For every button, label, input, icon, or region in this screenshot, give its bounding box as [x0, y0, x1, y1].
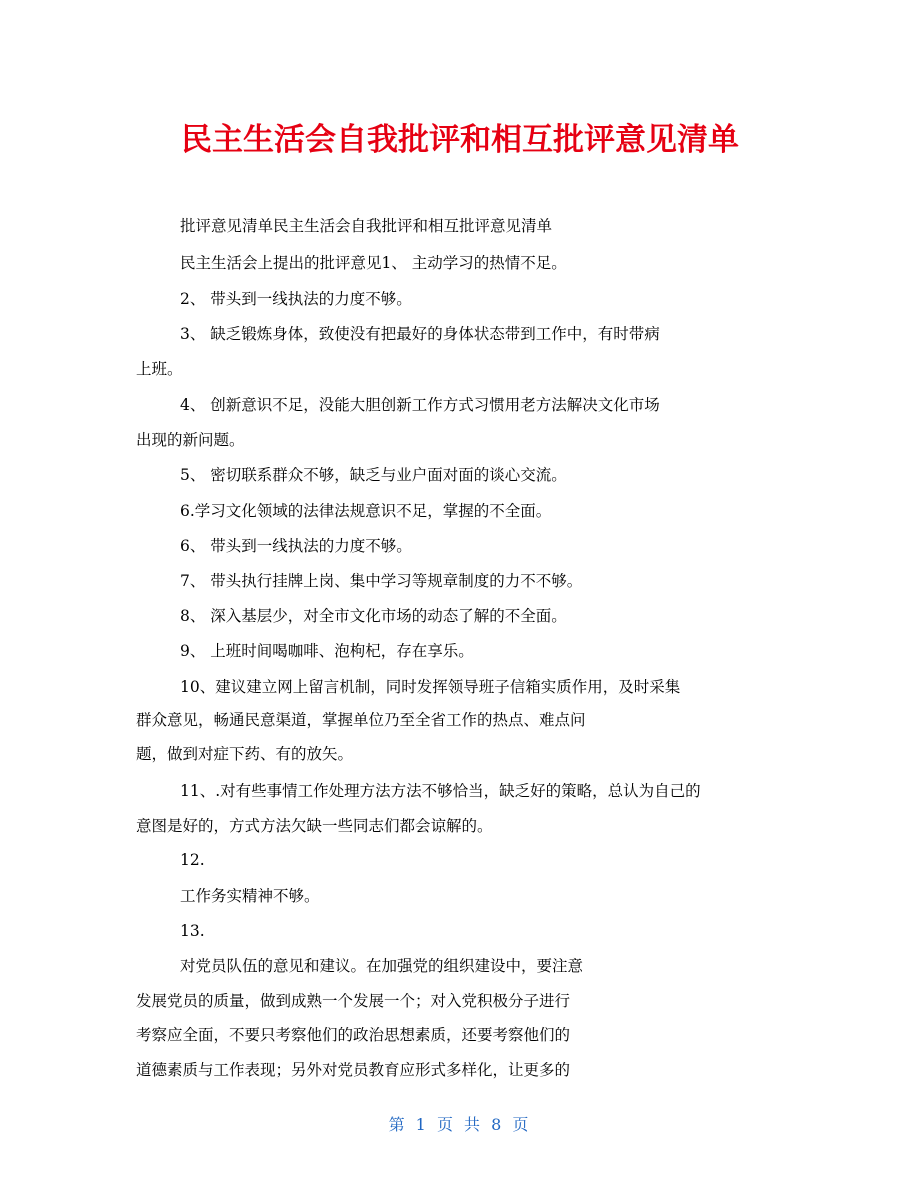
text-line: 道德素质与工作表现；另外对党员教育应形式多样化，让更多的 [136, 1061, 571, 1079]
text-line: 发展党员的质量，做到成熟一个发展一个；对入党积极分子进行 [136, 992, 571, 1010]
text-line: 6.学习文化领域的法律法规意识不足，掌握的不全面。 [180, 502, 552, 520]
text-line: 8、 深入基层少，对全市文化市场的动态了解的不全面。 [180, 607, 567, 625]
text-line: 12. [180, 851, 205, 869]
text-line: 民主生活会上提出的批评意见1、 主动学习的热情不足。 [180, 254, 567, 272]
text-line: 6、 带头到一线执法的力度不够。 [180, 537, 412, 555]
text-line: 9、 上班时间喝咖啡、泡枸杞，存在享乐。 [180, 642, 474, 660]
text-line: 3、 缺乏锻炼身体，致使没有把最好的身体状态带到工作中，有时带病 [180, 325, 660, 343]
text-line: 群众意见，畅通民意渠道，掌握单位乃至全省工作的热点、难点问 [136, 711, 586, 729]
document-title: 民主生活会自我批评和相互批评意见清单 [181, 122, 739, 158]
text-line: 13. [180, 922, 205, 940]
text-line: 工作务实精神不够。 [180, 887, 320, 905]
text-line: 11、.对有些事情工作处理方法方法不够恰当，缺乏好的策略，总认为自己的 [180, 782, 701, 800]
text-line: 10、建议建立网上留言机制，同时发挥领导班子信箱实质作用，及时采集 [180, 678, 681, 696]
text-line: 5、 密切联系群众不够，缺乏与业户面对面的谈心交流。 [180, 466, 567, 484]
text-line: 意图是好的，方式方法欠缺一些同志们都会谅解的。 [136, 817, 493, 835]
text-line: 题，做到对症下药、有的放矢。 [136, 745, 354, 763]
text-line: 出现的新问题。 [136, 431, 245, 449]
text-line: 对党员队伍的意见和建议。在加强党的组织建设中，要注意 [180, 957, 584, 975]
text-line: 7、 带头执行挂牌上岗、集中学习等规章制度的力不不够。 [180, 572, 583, 590]
text-line: 考察应全面，不要只考察他们的政治思想素质，还要考察他们的 [136, 1026, 571, 1044]
page-number: 第 1 页 共 8 页 [388, 1115, 532, 1134]
text-line: 4、 创新意识不足，没能大胆创新工作方式习惯用老方法解决文化市场 [180, 396, 660, 414]
text-line: 上班。 [136, 360, 183, 378]
text-line: 批评意见清单民主生活会自我批评和相互批评意见清单 [180, 217, 553, 235]
text-line: 2、 带头到一线执法的力度不够。 [180, 290, 412, 308]
